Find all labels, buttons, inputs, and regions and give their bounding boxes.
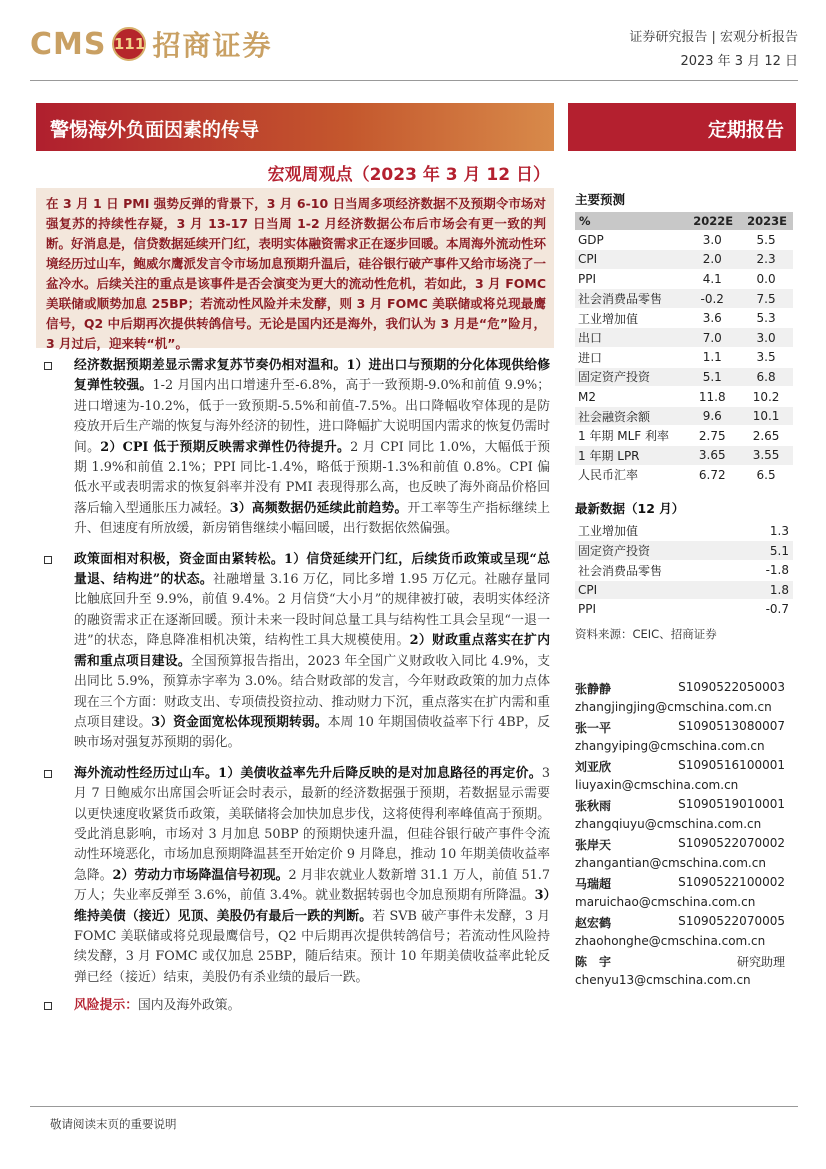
risk-text: 国内及海外政策。 bbox=[137, 998, 241, 1014]
analyst-cert-id: S1090522070005 bbox=[678, 914, 785, 928]
row-label: PPI bbox=[575, 269, 685, 289]
cell-value: 5.1 bbox=[741, 541, 793, 561]
analyst-email-link[interactable]: zhangqiuyu@cmschina.com.cn bbox=[575, 817, 762, 831]
analyst-name: 刘亚欣 bbox=[575, 760, 612, 774]
point-subheading: 2）CPI 低于预期反映需求弹性仍待提升。 bbox=[100, 439, 351, 455]
analyst-email-link[interactable]: zhangjingjing@cmschina.com.cn bbox=[575, 700, 772, 714]
analyst-cert-id: S1090522050003 bbox=[678, 680, 785, 694]
analyst-entry bbox=[575, 953, 793, 992]
analyst-email-link[interactable]: zhaohonghe@cmschina.com.cn bbox=[575, 934, 766, 948]
cell-2023e: 6.5 bbox=[739, 465, 793, 485]
footer-note: 敬请阅读末页的重要说明 bbox=[50, 1117, 177, 1131]
table-row bbox=[575, 560, 793, 580]
cell-2022e: 7.0 bbox=[685, 328, 739, 348]
report-subtitle: 宏观周观点（2023 年 3 月 12 日） bbox=[267, 165, 550, 185]
analyst-entry bbox=[575, 719, 793, 758]
logo-emblem-icon: 111 bbox=[112, 27, 146, 61]
cell-2022e: 3.65 bbox=[685, 446, 739, 466]
analyst-cert-id: 研究助理 bbox=[736, 955, 785, 969]
table-row bbox=[575, 308, 793, 328]
table-row bbox=[575, 348, 793, 368]
analyst-entry bbox=[575, 875, 793, 914]
cell-2022e: -0.2 bbox=[685, 289, 739, 309]
row-label: CPI bbox=[575, 580, 741, 600]
cell-2023e: 3.0 bbox=[739, 328, 793, 348]
analyst-name: 赵宏鹤 bbox=[575, 916, 612, 930]
column-header: 2022E bbox=[685, 212, 739, 230]
row-label: 工业增加值 bbox=[575, 308, 685, 328]
analyst-cert-id: S1090513080007 bbox=[678, 719, 785, 733]
analyst-email-link[interactable]: liuyaxin@cmschina.com.cn bbox=[575, 778, 739, 792]
title-banner bbox=[36, 103, 554, 151]
analyst-email-link[interactable]: chenyu13@cmschina.com.cn bbox=[575, 973, 751, 987]
table-row bbox=[575, 600, 793, 620]
logo-chinese-text: 招商证券 bbox=[152, 29, 273, 62]
table-row bbox=[575, 580, 793, 600]
column-header: 2023E bbox=[739, 212, 793, 230]
point-text: 2 月 CPI 同比 1.0%，大幅低于预期 1.9%和前值 2.1%；PPI 同比-1.4%，略低于预期-1.3%和前值 0.8%。CPI 偏低水平或表明需求的恢复斜率并没有 PMI 表现得那么高，也反映了海外商品价格回落后输入型通胀压力减轻。 bbox=[74, 439, 551, 516]
analyst-name: 张一平 bbox=[575, 721, 612, 735]
risk-label: 风险提示： bbox=[74, 998, 138, 1014]
cell-2022e: 3.0 bbox=[685, 230, 739, 250]
table-row bbox=[575, 269, 793, 289]
cell-2023e: 5.5 bbox=[739, 230, 793, 250]
cell-2022e: 3.6 bbox=[685, 308, 739, 328]
summary-box: 在 3 月 1 日 PMI 强势反弹的背景下，3 月 6-10 日当周多项经济数据不及预期令市场对强复苏的持续性存疑，3 月 13-17 日当周 1-2 月经济数据公布后市场会有更一致的判断。好消息是，信贷数据延续开门红，表明实体融资需求正在逐步回暖。本周海外流动性环境经历过山车，鲍威尔鹰派发言令市场加息预期升温后，硅谷银行破产事件又给市场浇了一盆冷水。后续关注的重点是该事件是否会演变为更大的流动性危机，若如此，3 月 FOMC 美联储或顺势加息 25BP；若流动性风险并未发酵，则 3 月 FOMC 美联储或将兑现最鹰信号，Q2 中后期再次提供转鸽信号。无论是国内还是海外，我们认为 3 月是“危”险月，3 月过后，迎来转“机”。 bbox=[36, 188, 554, 348]
analyst-entry bbox=[575, 836, 793, 875]
table-row bbox=[575, 387, 793, 407]
table-row bbox=[575, 328, 793, 348]
point-text: 本周 10 年期国债收益率下行 4BP，反映市场对强复苏预期的弱化。 bbox=[74, 714, 550, 751]
report-title: 警惕海外负面因素的传导 bbox=[50, 119, 260, 141]
checkbox-bullet-icon bbox=[44, 770, 52, 778]
key-points bbox=[44, 356, 550, 1017]
analyst-email-link[interactable]: zhangyiping@cmschina.com.cn bbox=[575, 739, 765, 753]
analyst-name: 张秋雨 bbox=[575, 799, 612, 813]
row-label: 进口 bbox=[575, 348, 685, 368]
table-row bbox=[575, 465, 793, 485]
cell-2022e: 4.1 bbox=[685, 269, 739, 289]
data-source: 资料来源：CEIC、招商证券 bbox=[575, 626, 717, 641]
report-date: 2023 年 3 月 12 日 bbox=[680, 54, 798, 69]
point-text: 全国预算报告指出，2023 年全国广义财政收入同比 4.9%，支出同比 5.9%，预算赤字率为 3.0%。结合财政部的发言，今年财政政策的加力点体现在三个方面：财政支出、专项债投资拉动、推动财力下沉，重点落实在扩内需和重点项目建设。 bbox=[74, 653, 551, 730]
row-label: 固定资产投资 bbox=[575, 541, 741, 561]
point-heading: 经济数据预期差显示需求复苏节奏仍相对温和。1）进出口与预期的分化体现供给修复弹性较强。 bbox=[74, 358, 550, 394]
analyst-name: 马瑞超 bbox=[575, 877, 612, 891]
analyst-email-link[interactable]: maruichao@cmschina.com.cn bbox=[575, 895, 756, 909]
cell-2022e: 1.1 bbox=[685, 348, 739, 368]
cell-2023e: 7.5 bbox=[739, 289, 793, 309]
report-type: 证券研究报告 | 宏观分析报告 bbox=[629, 30, 798, 45]
row-label: GDP bbox=[575, 230, 685, 250]
cell-2022e: 2.75 bbox=[685, 426, 739, 446]
cell-2022e: 6.72 bbox=[685, 465, 739, 485]
analyst-entry bbox=[575, 797, 793, 836]
sidebar bbox=[575, 190, 793, 642]
table-row bbox=[575, 230, 793, 250]
analyst-cert-id: S1090519010001 bbox=[678, 797, 785, 811]
cell-2022e: 11.8 bbox=[685, 387, 739, 407]
analyst-name: 张岸天 bbox=[575, 838, 612, 852]
row-label: PPI bbox=[575, 600, 741, 620]
header-divider bbox=[30, 80, 798, 81]
table-row bbox=[575, 426, 793, 446]
checkbox-bullet-icon bbox=[44, 1002, 52, 1010]
analyst-name: 张静静 bbox=[575, 682, 612, 696]
point-heading: 海外流动性经历过山车。1）美债收益率先升后降反映的是对加息路径的再定价。 bbox=[74, 765, 542, 781]
company-logo bbox=[30, 24, 273, 64]
cell-value: 1.8 bbox=[741, 580, 793, 600]
forecast-table bbox=[575, 212, 793, 485]
cell-2023e: 10.2 bbox=[739, 387, 793, 407]
analyst-entry bbox=[575, 914, 793, 953]
row-label: CPI bbox=[575, 250, 685, 270]
cell-2023e: 3.55 bbox=[739, 446, 793, 466]
point-text: 1-2 月国内出口增速升至-6.8%，高于一致预期-9.0%和前值 9.9%；进口增速为-10.2%，低于一致预期-5.5%和前值-7.5%。出口降幅收窄体现的是防疫放开后生产端的恢复与海外经济的韧性，进口降幅扩大说明国内需求的恢复仍需时间。 bbox=[74, 378, 550, 455]
row-label: 出口 bbox=[575, 328, 685, 348]
point-heading: 政策面相对积极，资金面由紧转松。1）信贷延续开门红，后续货币政策或呈现“总量退、结构进”的状态。 bbox=[74, 551, 550, 588]
side-banner bbox=[568, 103, 796, 151]
table-row bbox=[575, 521, 793, 541]
analyst-cert-id: S1090522100002 bbox=[678, 875, 785, 889]
point-subheading: 2）财政重点落实在扩内需和重点项目建设。 bbox=[74, 633, 550, 669]
cell-2023e: 2.3 bbox=[739, 250, 793, 270]
point-subheading: 3）维持美债（接近）见顶、美股仍有最后一跌的判断。 bbox=[74, 888, 550, 924]
key-point bbox=[44, 550, 550, 754]
row-label: 1 年期 MLF 利率 bbox=[575, 426, 685, 446]
row-label: 社会融资余额 bbox=[575, 406, 685, 426]
forecast-title: 主要预测 bbox=[575, 192, 626, 207]
point-subheading: 2）劳动力市场降温信号初现。 bbox=[112, 867, 289, 883]
cell-2023e: 3.5 bbox=[739, 348, 793, 368]
cell-2023e: 10.1 bbox=[739, 406, 793, 426]
cell-value: -0.7 bbox=[741, 600, 793, 620]
point-text: 社融增量 3.16 万亿，同比多增 1.95 万亿元。社融存量同比触底回升至 9.9%，前值 9.4%。2 月信贷“大小月”的规律被打破，表明实体经济的融资需求正在逐渐回暖。预计未来一段时间总量工具与结构性工具会呈现“一退一进”的状态，降息降准相机决策，结构性工具大规模使用。 bbox=[74, 572, 550, 649]
row-label: 固定资产投资 bbox=[575, 367, 685, 387]
cell-value: 1.3 bbox=[741, 521, 793, 541]
key-point bbox=[44, 356, 550, 540]
cell-2023e: 6.8 bbox=[739, 367, 793, 387]
logo-cms-text: CMS bbox=[30, 26, 107, 62]
table-row bbox=[575, 367, 793, 387]
cell-value: -1.8 bbox=[741, 560, 793, 580]
analyst-list bbox=[575, 680, 793, 992]
row-label: 人民币汇率 bbox=[575, 465, 685, 485]
cell-2022e: 5.1 bbox=[685, 367, 739, 387]
point-text: 2 月非农就业人数新增 31.1 万人，前值 51.7 万人；失业率反弹至 3.6%，前值 3.4%。就业数据转弱也令加息预期有所降温。 bbox=[74, 867, 551, 904]
analyst-email-link[interactable]: zhangantian@cmschina.com.cn bbox=[575, 856, 766, 870]
row-label: M2 bbox=[575, 387, 685, 407]
column-header: % bbox=[575, 212, 685, 230]
cell-2023e: 5.3 bbox=[739, 308, 793, 328]
key-point bbox=[44, 764, 550, 988]
point-text: 若 SVB 破产事件未发酵，3 月 FOMC 美联储或将兑现最鹰信号，Q2 中后期再次提供转鸽信号；若流动性风险持续发酵，3 月 FOMC 或仅加息 25BP，随后结束。预计 10 年期美债收益率此轮反弹已经（接近）结束，美股仍有杀业绩的最后一跌。 bbox=[74, 908, 550, 985]
latest-data-table bbox=[575, 521, 793, 619]
report-category: 定期报告 bbox=[707, 119, 784, 141]
row-label: 工业增加值 bbox=[575, 521, 741, 541]
analyst-cert-id: S1090516100001 bbox=[678, 758, 785, 772]
table-row bbox=[575, 541, 793, 561]
point-text: 3 月 7 日鲍威尔出席国会听证会时表示，最新的经济数据强于预期，若数据显示需要以更快速度收紧货币政策，美联储将会加快加息步伐，这将使得利率峰值高于预期。受此消息影响，市场对 3 月加息 50BP 的预期快速升温，但硅谷银行破产事件令流动性环境恶化，市场加息预期降温甚至开始定价 9 月降息，推动 10 年期美债收益率急降。 bbox=[74, 765, 550, 883]
row-label: 社会消费品零售 bbox=[575, 289, 685, 309]
table-row bbox=[575, 406, 793, 426]
analyst-name: 陈 宇 bbox=[575, 955, 612, 969]
point-subheading: 3）高频数据仍延续此前趋势。 bbox=[229, 500, 408, 516]
analyst-entry bbox=[575, 680, 793, 719]
checkbox-bullet-icon bbox=[44, 556, 52, 564]
checkbox-bullet-icon bbox=[44, 362, 52, 370]
cell-2023e: 2.65 bbox=[739, 426, 793, 446]
analyst-cert-id: S1090522070002 bbox=[678, 836, 785, 850]
point-subheading: 3）资金面宽松体现预期转弱。 bbox=[151, 714, 328, 730]
cell-2022e: 9.6 bbox=[685, 406, 739, 426]
table-header-row bbox=[575, 212, 793, 230]
row-label: 1 年期 LPR bbox=[575, 446, 685, 466]
latest-data-title: 最新数据（12 月） bbox=[575, 501, 685, 517]
analyst-entry bbox=[575, 758, 793, 797]
cell-2022e: 2.0 bbox=[685, 250, 739, 270]
row-label: 社会消费品零售 bbox=[575, 560, 741, 580]
cell-2023e: 0.0 bbox=[739, 269, 793, 289]
table-row bbox=[575, 289, 793, 309]
risk-warning bbox=[44, 996, 550, 1016]
point-text: 开工率等生产指标继续上升、但速度有所放缓，新房销售继续小幅回暖，出行数据依然偏强。 bbox=[74, 500, 551, 537]
page-header bbox=[0, 0, 826, 100]
table-row bbox=[575, 250, 793, 270]
footer-divider bbox=[30, 1106, 798, 1107]
table-row bbox=[575, 446, 793, 466]
